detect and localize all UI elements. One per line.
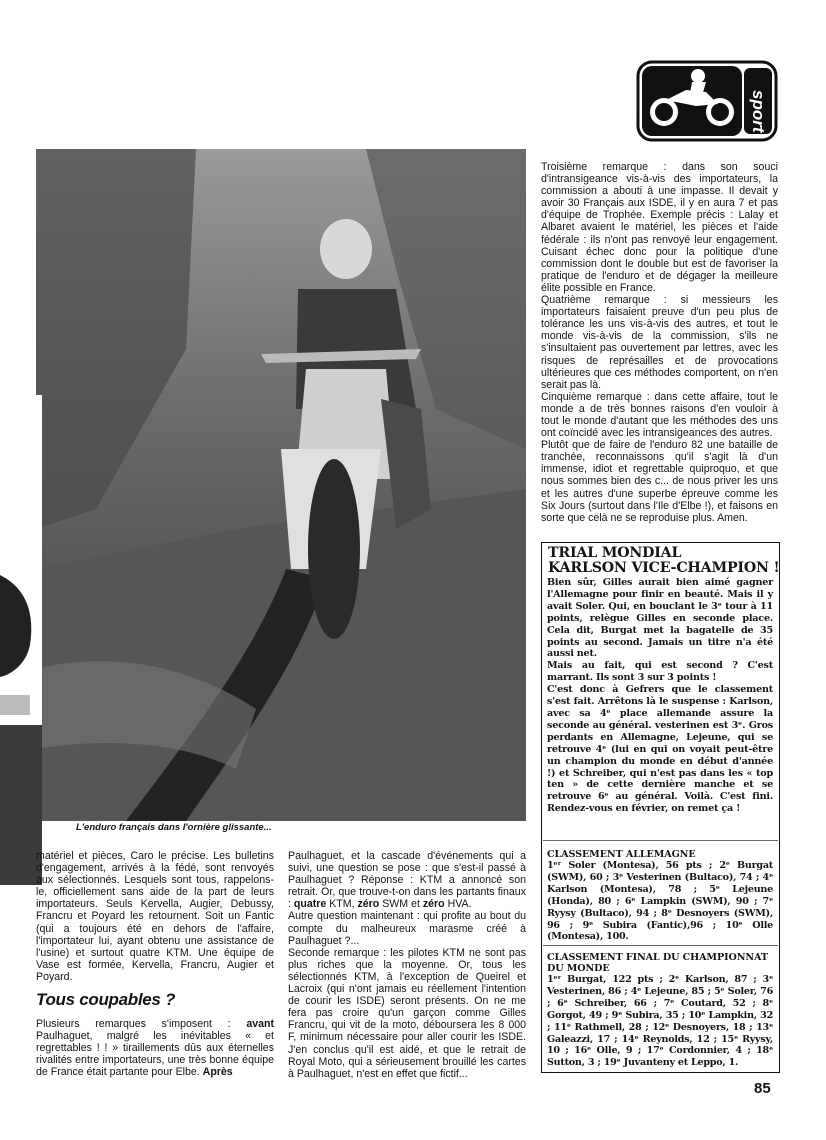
section-title: Tous coupables ?	[36, 990, 176, 1009]
emphasis: Après	[202, 1066, 233, 1079]
paragraph: C'est donc à Gefrers que le classement s'est fait. Arrêtons là le suspense : Karlson, avec sa 4ᵉ place allemande assure la seconde au général. vesterinen est 3ᵉ. Gros perdants en Allemagne, Lejeune, qui se retrouve 4ᵉ (lui en qui on voyait peut-être un champion du monde en début d'année !) et Schreiber, qui n'est pas dans les « top ten » de cette dernière manche et se retrouve 6ᵉ au général. Voilà. C'est fini. Rendez-vous en février, on remet ça !	[547, 684, 773, 815]
emphasis: zéro	[422, 898, 445, 911]
photo-caption: L'enduro français dans l'ornière glissante...	[76, 822, 272, 833]
paragraph: Cinquième remarque : dans cette affaire, tout le monde a de très bonnes raisons d'en vouloir à tout le monde d'autant que les méthodes des uns ont coïncidé avec les intransigeances des autres.	[541, 390, 778, 440]
bottom-left-column	[36, 850, 274, 983]
paragraph: Quatrième remarque : si messieurs les importateurs faisaient preuve d'un peu plus de tolérance les uns vis-à-vis des autres, et tout le monde vis-à-vis de la commission, s'ils ne s'insultaient pas ouvertement par lettres, avec les risques de représailles et de provocations ultérieures que ces méthodes comportent, on n'en serait pas là.	[541, 294, 778, 391]
trial-body	[547, 577, 773, 815]
text-span: KTM,	[326, 898, 358, 911]
paragraph	[288, 850, 526, 910]
classement-title: CLASSEMENT FINAL DU CHAMPIONNAT	[547, 952, 768, 963]
trial-title-line: KARLSON VICE-CHAMPION !	[548, 559, 780, 576]
paragraph: Mais au fait, qui est second ? C'est marrant. Ils sont 3 sur 3 points !	[547, 660, 773, 684]
sport-logo	[636, 60, 778, 142]
text-span: HVA.	[444, 898, 472, 911]
emphasis: quatre	[293, 898, 327, 911]
text-span: Plusieurs remarques s'imposent :	[36, 1018, 247, 1030]
enduro-photo	[36, 149, 526, 821]
text-span: Paulhaguet, et la cascade d'événements qui a suivi, une question se pose : que s'est-il passé à Paulhaguet ? Réponse : KTM a annoncé son retrait. Or, que trouve-t-on dans les partants finaux :	[288, 850, 526, 911]
logo-text: sport	[749, 90, 768, 133]
divider	[543, 840, 778, 841]
paragraph: Troisième remarque : dans son souci d'intransigeance vis-à-vis des importateurs, la commission a abouti à une impasse. Il devait y avoir 30 Français aux ISDE, il y en aura 7 et pas d'équipe de Trophée. Exemple précis : Lalay et Albaret avaient le matériel, les pièces et l'aide fédérale : ils n'ont pas renvoyé leur engagement. Cuisant échec donc pour la politique d'une commission dont le double but est de favoriser la pratique de l'enduro et de dégager la meilleure élite possible en France.	[541, 161, 778, 294]
paragraph: Seconde remarque : les pilotes KTM ne sont pas plus riches que la moyenne. Or, tous les sélectionnés KTM, à l'exception de Queirel et Lacroix (qui n'ont jamais eu réellement l'intention de courir les ISDE) seront présents. On ne me fera pas croire qu'un garçon comme Gilles Francru, qui vit de la moto, déboursera les 8 000 F, minimum nécessaire pour aller courir les ISDE. J'en conclus qu'il est aidé, et que le retrait de Royal Moto, qui a sérieusement brouillé les cartes à Paulhaguet, n'est en effet que fictif...	[288, 946, 526, 1080]
paragraph: Plutôt que de faire de l'enduro 82 une bataille de tranchée, reconnaissons qu'il s'agit là d'un immense, idiot et regrettable quiproquo, et que nous sommes bien des c... de nous priver les uns et les autres d'une superbe épreuve comme les Six Jours (surtout dans l'Ile d'Elbe !), et faisons en sorte que celà ne se reproduise plus. Amen.	[541, 439, 778, 524]
classement-allemagne	[547, 849, 773, 943]
trial-title-line: TRIAL MONDIAL	[548, 545, 682, 561]
text-span: SWM et	[379, 898, 423, 911]
paragraph: Bien sûr, Gilles aurait bien aimé gagner l'Allemagne pour finir en beauté. Mais il y avait Soler. Qui, en bouclant le 3ᵉ tour à 11 points, relègue Gilles en seconde place. Cela dit, Burgat met la bagatelle de 35 points au second. Jamais un titre n'a été aussi net.	[547, 577, 773, 660]
section-paragraph	[36, 1018, 274, 1078]
classement-results: 1ᵉʳ Burgat, 122 pts ; 2ᵉ Karlson, 87 ; 3ᵉ Vesterinen, 86 ; 4ᵉ Lejeune, 85 ; 5ᵉ Soler, 76 ; 6ᵉ Schreiber, 66 ; 7ᵉ Coutard, 52 ; 8ᵉ Gorgot, 49 ; 9ᵉ Subira, 35 ; 10ᵉ Lampkin, 32 ; 11ᵉ Rathmell, 28 ; 12ᵉ Desnoyers, 18 ; 13ᵉ Galeazzi, 17 ; 14ᵉ Reynolds, 12 ; 15ᵉ Ryysy, 10 ; 16ᵉ Olle, 9 ; 17ᵉ Cordonnier, 4 ; 18ᵉ Sutton, 3 ; 19ᵉ Juvanteny et Leppo, 1.	[547, 974, 773, 1069]
classement-results: 1ᵉʳ Soler (Montesa), 56 pts ; 2ᵉ Burgat (SWM), 60 ; 3ᵉ Vesterinen (Bultaco), 74 ; 4ᵉ Karlson (Montesa), 78 ; 5ᵉ Lejeune (Honda), 80 ; 6ᵉ Lampkin (SWM), 90 ; 7ᵉ Ryysy (Bultaco), 94 ; 8ᵉ Desnoyers (SWM), 96 ; 9ᵉ Subira (Fantic),96 ; 10ᵉ Olle (Montesa), 100.	[547, 860, 773, 943]
emphasis: avant	[246, 1018, 274, 1030]
right-column-text	[541, 161, 778, 524]
page-number: 85	[754, 1080, 771, 1097]
classement-title: DU MONDE	[547, 963, 610, 974]
text-span: Paulhaguet, malgré les inévitables « et regrettables ! ! » tiraillements dûs aux éternelles rivalités entre importateurs, une très bonne équipe de France était partante pour Elbe.	[36, 1030, 274, 1079]
classement-title: CLASSEMENT ALLEMAGNE	[547, 849, 696, 860]
emphasis: zéro	[357, 898, 380, 911]
divider	[543, 945, 778, 946]
bottom-middle-column	[288, 850, 526, 1080]
facing-page-edge	[0, 395, 42, 895]
classement-final	[547, 952, 773, 1069]
paragraph: matériel et pièces, Caro le précise. Les bulletins d'engagement, arrivés à la fédé, sont renvoyés aux sélectionnés. Lesquels sont tous, rappelons-le, officiellement sans aide de la part de leurs importateurs. Seuls Kervella, Augier, Debussy, Francru et Poyard les retournent. Soit un Fantic (qui a toujours été en dehors de l'affaire, l'importateur lui, ayant obtenu une assistance de l'usine) et surtout quatre KTM. Une équipe de Vase est formée, Kervella, Francru, Augier et Poyard.	[36, 850, 274, 983]
paragraph: Autre question maintenant : qui profite au bout du compte du malheureux marasme créé à Paulhaguet ?...	[288, 910, 526, 947]
trial-title	[548, 546, 780, 575]
